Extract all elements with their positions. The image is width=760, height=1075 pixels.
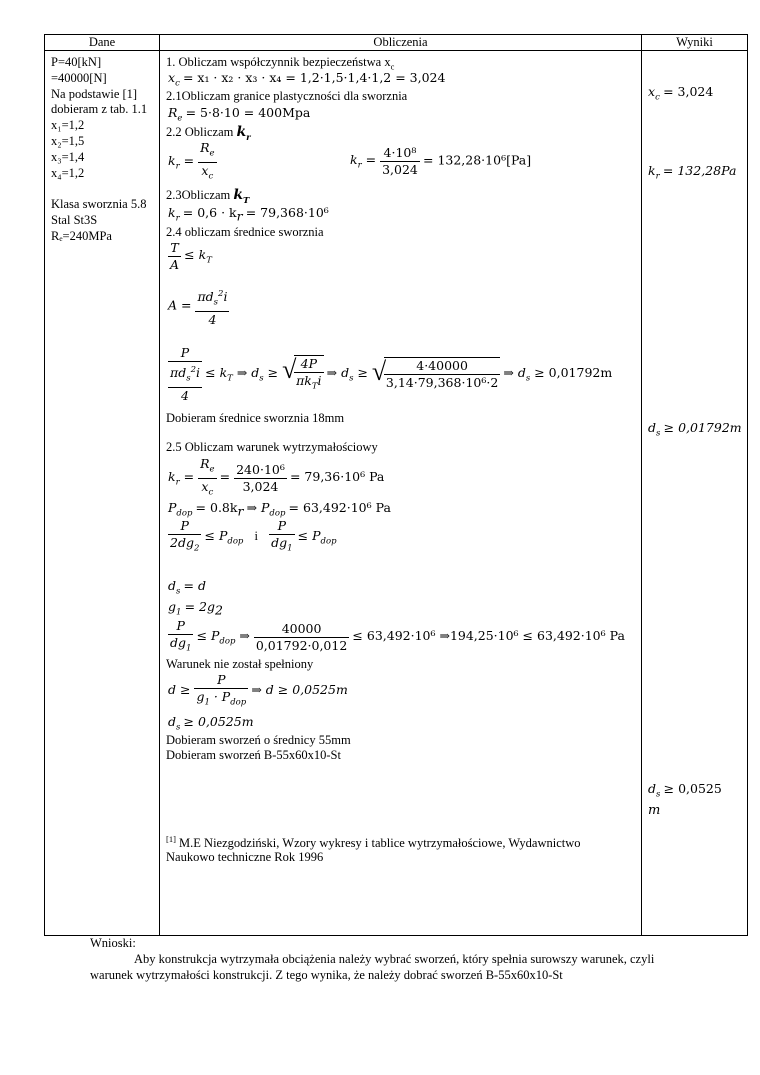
- section-2-5-eq-pdop: $P_{dop} = 0.8k_r$ ⇒ $P_{dop} = 63,492\cdot 10^6$ Pa: [168, 500, 391, 519]
- section-2-5-eq-compare: $\frac{P}{dg_1}$ ≤ $P_{dop}$ ⇒ $\frac{40000}{0,01792\cdot 0,012}$ ≤ 63,492·10⁶ ⇒194,25·10⁶ ≤ 63,492·10⁶ Pa: [170, 618, 625, 654]
- section-2-2-title: 2.2 Obliczam $k_r$: [166, 124, 251, 143]
- section-2-5-eq-g: $g_1 = 2g_2$: [168, 599, 223, 618]
- result-xc: $x_c = 3,024$: [648, 84, 714, 103]
- result-ds-2-unit: m: [648, 803, 661, 818]
- dane-line: =40000[N]: [51, 70, 107, 85]
- section-2-5-choice-2: Dobieram sworzeń B-55x60x10-St: [166, 748, 341, 762]
- section-2-5-title: 2.5 Obliczam warunek wytrzymałościowy: [166, 440, 378, 454]
- dane-list: [51, 55, 147, 245]
- dane-line: Klasa sworznia 5.8: [51, 197, 147, 212]
- obliczenia-cell: [160, 51, 642, 936]
- reference-line-1: [1] M.E Niezgodziński, Wzory wykresy i tablice wytrzymałościowe, Wydawnictwo: [166, 834, 581, 851]
- section-2-5-choice-1: Dobieram sworzeń o średnicy 55mm: [166, 733, 351, 747]
- wyniki-cell: [642, 51, 748, 936]
- section-2-4-eq-sqrt: P $\pi d_s^2i$ 4 ≤ $k_T$ ⇒ $d_s$ ≥ √ $\frac{4P}{\pi k_Ti}$ ⇒ $d_s$ ≥ √ $\frac{4\cdot 40000}{\text{3,14·79,368·10⁶·2}}$ ⇒ $d_s \ge 0,01792m$: [170, 345, 613, 403]
- result-ds-1: $d_s \ge 0,01792m$: [648, 420, 742, 439]
- section-2-5-eq-ds-result: $d_s \ge 0,0525m$: [168, 714, 254, 733]
- dane-line: x₁=1,2: [51, 118, 85, 133]
- section-2-1-equation: $R_e = 5\cdot 8\cdot 10 = 400Mpa$: [168, 105, 311, 124]
- calculation-table: [44, 34, 748, 936]
- dane-line: Rₑ=240MPa: [51, 228, 112, 243]
- section-2-3-title: 2.3Obliczam $k_T$: [166, 187, 250, 206]
- dane-line: x₄=1,2: [51, 165, 85, 180]
- dane-line: x₂=1,5: [51, 133, 85, 148]
- section-1-title: 1. Obliczam współczynnik bezpieczeństwa $x_c$: [166, 55, 395, 72]
- header-wyniki: Wyniki: [642, 35, 748, 51]
- conclusions-text-2: warunek wytrzymałości konstrukcji. Z tego wynika, że należy dobrać sworzeń B-55x60x10-St: [90, 968, 563, 982]
- dane-line: P=40[kN]: [51, 55, 102, 69]
- header-obliczenia: Obliczenia: [160, 35, 642, 51]
- section-2-4-eq-ta: $\frac{T}{A}$ ≤ $k_T$: [170, 240, 212, 272]
- section-2-4-choice: Dobieram średnice sworznia 18mm: [166, 411, 345, 425]
- conclusions: [90, 935, 690, 983]
- dane-line: dobieram z tab. 1.1: [51, 102, 148, 117]
- dane-line: x₃=1,4: [51, 149, 85, 164]
- table-body-row: [45, 51, 748, 936]
- table-header-row: [45, 35, 748, 51]
- dane-line: Na podstawie [1]: [51, 86, 138, 101]
- result-ds-2: $d_s \ge 0,0525$: [648, 781, 722, 800]
- reference-line-2: Naukowo techniczne Rok 1996: [166, 850, 324, 864]
- section-2-5-eq-conditions: $\frac{P}{2dg_2}$ ≤ $P_{dop}$ i $\frac{P}{dg_1}$ ≤ $P_{dop}$: [170, 518, 337, 554]
- section-2-4-title: 2.4 obliczam średnice sworznia: [166, 225, 324, 239]
- section-2-2-left-equation: $k_r$ = $\frac{R_e}{x_c}$: [168, 140, 215, 181]
- conclusions-label: Wnioski:: [90, 936, 136, 950]
- dane-line: Stal St3S: [51, 212, 98, 227]
- section-2-4-eq-area: A = $\frac{\pi d_s^2i}{4}$: [168, 286, 229, 328]
- section-2-5-eq-kr: $k_r$ = $\frac{R_e}{x_c}$ = $\frac{\text{240·10⁶}}{3,024}$ = 79,36·10⁶ Pa: [168, 456, 385, 497]
- section-2-5-fail: Warunek nie został spełniony: [166, 657, 314, 671]
- section-2-2-right-equation: $k_r$ = $\frac{\text{4·10⁸}}{3,024}$ = 132,28·10⁶[Pa]: [350, 145, 532, 177]
- section-2-5-eq-ds: $d_s = d$: [168, 578, 206, 597]
- section-1-equation: $x_c = x_1 \cdot x_2 \cdot x_3 \cdot x_4 = 1,2\cdot 1,5\cdot 1,4\cdot 1,2 = 3,024$: [168, 70, 446, 89]
- dane-cell: [45, 51, 160, 936]
- result-kr: $k_r = 132,28Pa$: [648, 163, 737, 182]
- header-dane: Dane: [45, 35, 160, 51]
- conclusions-text-1: Aby konstrukcja wytrzymała obciążenia należy wybrać sworzeń, który spełnia surowszy warunek, czyli: [134, 952, 655, 966]
- section-2-5-eq-d: d ≥ $\frac{P}{g_1 \cdot P_{dop}}$ ⇒ d ≥ 0,0525m: [168, 672, 348, 708]
- section-2-3-equation: $k_r = 0,6 \cdot k_r = 79,368\cdot 10^6$: [168, 205, 329, 224]
- section-2-1-title: 2.1Obliczam granice plastyczności dla sworznia: [166, 89, 408, 103]
